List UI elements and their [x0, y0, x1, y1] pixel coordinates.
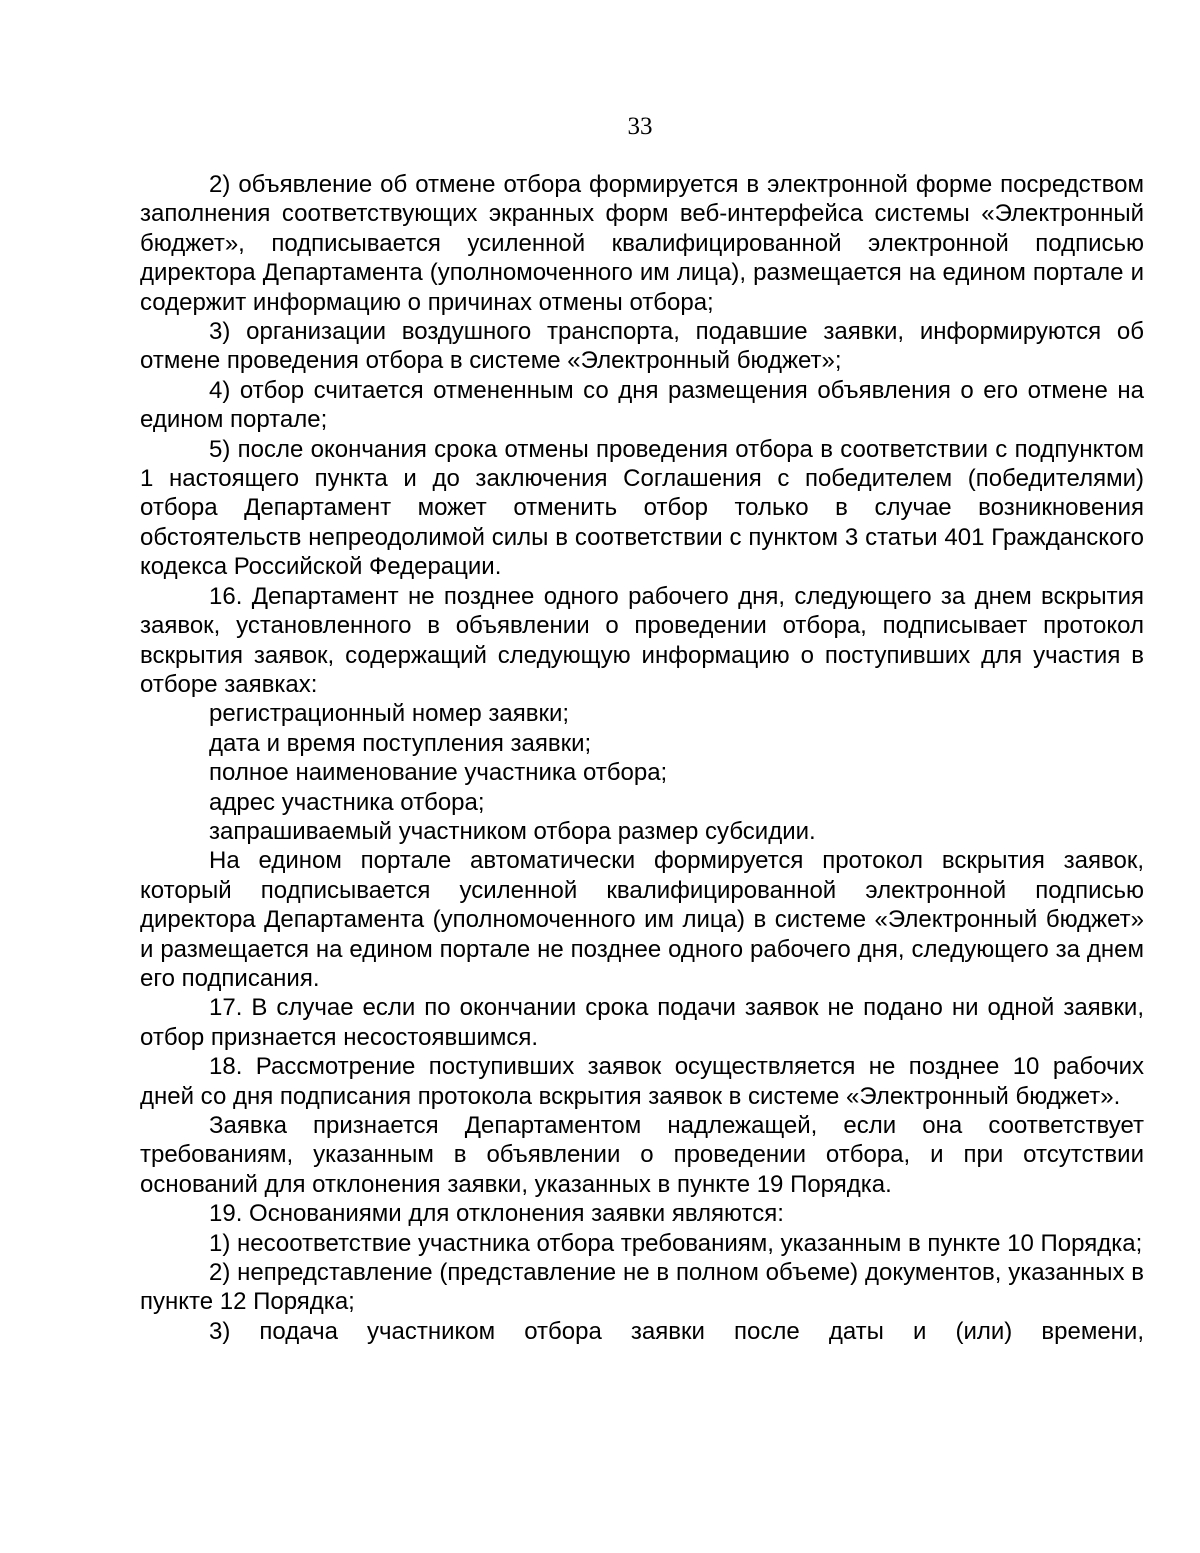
list-item: полное наименование участника отбора;: [209, 759, 668, 787]
paragraph: 1) несоответствие участника отбора требованиям, указанным в пункте 10 Порядка;: [209, 1229, 1143, 1257]
paragraph: 4) отбор считается отмененным со дня размещения объявления о его отмене на едином портале;: [140, 376, 1144, 434]
list-item: адрес участника отбора;: [209, 788, 485, 816]
paragraph: 18. Рассмотрение поступивших заявок осуществляется не позднее 10 рабочих дней со дня подписания протокола вскрытия заявок в системе «Электронный бюджет».: [140, 1053, 1144, 1110]
paragraph: На едином портале автоматически формируется протокол вскрытия заявок, который подписывается усиленной квалифицированной электронной подписью директора Департамента (уполномоченного им лица) в системе «Электронный бюджет» и размещается на едином портале не позднее одного рабочего дня, следующего за днем его подписания.: [140, 847, 1144, 992]
paragraph: 19. Основаниями для отклонения заявки являются:: [209, 1200, 784, 1228]
list-item: дата и время поступления заявки;: [209, 729, 592, 757]
list-item: запрашиваемый участником отбора размер субсидии.: [209, 817, 816, 845]
list-item: регистрационный номер заявки;: [209, 700, 570, 728]
paragraph: 17. В случае если по окончании срока подачи заявок не подано ни одной заявки, отбор признается несостоявшимся.: [140, 994, 1144, 1051]
paragraph: Заявка признается Департаментом надлежащей, если она соответствует требованиям, указанным в объявлении о проведении отбора, и при отсутствии оснований для отклонения заявки, указанных в пункте 19 Порядка.: [140, 1112, 1144, 1198]
page-number: 33: [627, 113, 653, 140]
paragraph: 2) непредставление (представление не в полном объеме) документов, указанных в пункте 12 Порядка;: [140, 1259, 1144, 1316]
paragraph: 16. Департамент не позднее одного рабочего дня, следующего за днем вскрытия заявок, установленного в объявлении о проведении отбора, подписывает протокол вскрытия заявок, содержащий следующую информацию о поступивших для участия в отборе заявках:: [140, 582, 1144, 698]
paragraph: 5) после окончания срока отмены проведения отбора в соответствии с подпунктом 1 настоящего пункта и до заключения Соглашения с победителем (победителями) отбора Департамент может отменить отбор только в случае возникновения обстоятельств непреодолимой силы в соответствии с пунктом 3 статьи 401 Гражданского кодекса Российской Федерации.: [140, 435, 1144, 581]
paragraph: 3) организации воздушного транспорта, подавшие заявки, информируются об отмене проведения отбора в системе «Электронный бюджет»;: [140, 318, 1144, 375]
document-body: [140, 170, 1144, 1346]
paragraph: 2) объявление об отмене отбора формируется в электронной форме посредством заполнения соответствующих экранных форм веб-интерфейса системы «Электронный бюджет», подписывается усиленной квалифицированной электронной подписью директора Департамента (уполномоченного им лица), размещается на едином портале и содержит информацию о причинах отмены отбора;: [140, 171, 1144, 316]
paragraph: 3) подача участником отбора заявки после даты и (или) времени,: [209, 1317, 1144, 1345]
